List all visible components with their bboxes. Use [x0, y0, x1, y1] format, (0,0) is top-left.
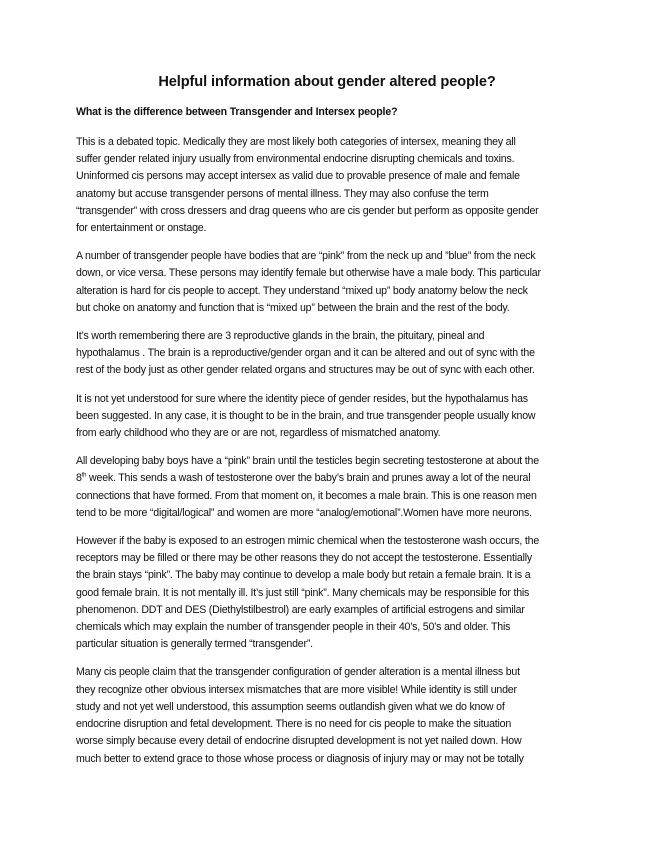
text-line: “transgender” with cross dressers and drag queens who are cis gender but perform as opposite gender	[76, 204, 539, 217]
text-line: This is a debated topic. Medically they are most likely both categories of intersex, meaning they all	[76, 136, 516, 148]
text-line: anatomy but accuse transgender persons of mental illness. They may also confuse the term	[76, 187, 489, 200]
paragraph-3	[76, 328, 578, 380]
text-line: alteration is hard for cis people to accept. They understand “mixed up” body anatomy below the neck	[76, 284, 528, 297]
text-line: good female brain. It is not mentally ill. It’s just still “pink”. Many chemicals may be responsible for this	[76, 586, 530, 599]
text-line: study and not yet well understood, this assumption seems outlandish given what we do know of	[76, 700, 505, 713]
ordinal-suffix: th	[81, 472, 87, 479]
text-line: down, or vice versa. These persons may identify female but otherwise have a male body. This particular	[76, 267, 541, 280]
section-heading: What is the difference between Transgender and Intersex people?	[76, 106, 398, 118]
document-title: Helpful information about gender altered people?	[158, 74, 496, 90]
paragraph-7	[76, 664, 578, 767]
text-line	[76, 470, 578, 487]
text-line: connections that have formed. From that moment on, it becomes a male brain. This is one reason men	[76, 489, 537, 502]
text-line: endocrine disruption and fetal development. There is no need for cis people to make the situation	[76, 718, 512, 731]
text-line-rest: week. This sends a wash of testosterone over the baby’s brain and prunes away a lot of the neural	[86, 472, 531, 485]
text-line: Many cis people claim that the transgender configuration of gender alteration is a mental illness but	[76, 666, 520, 679]
paragraph-2	[76, 248, 578, 317]
document-body	[76, 134, 578, 779]
text-line: tend to be more “digital/logical” and women are more “analog/emotional”.Women have more neurons.	[76, 506, 532, 519]
text-line: rest of the body just as other gender related organs and structures may be out of sync with each other.	[76, 364, 535, 377]
text-line: All developing baby boys have a “pink” brain until the testicles begin secreting testosterone at about the	[76, 455, 539, 468]
text-line: they recognize other obvious intersex mismatches that are more visible! While identity is still under	[76, 683, 517, 696]
text-line: hypothalamus . The brain is a reproductive/gender organ and it can be altered and out of sync with the	[76, 347, 535, 360]
paragraph-6	[76, 533, 578, 653]
text-line: but choke on anatomy and function that is “mixed up” between the brain and the rest of the body.	[76, 301, 510, 314]
paragraph-1	[76, 134, 578, 237]
text-line: from early childhood who they are or are not, regardless of mismatched anatomy.	[76, 427, 441, 440]
text-line: particular situation is generally termed “transgender”.	[76, 638, 313, 651]
paragraph-4	[76, 391, 578, 443]
text-line: chemicals which may explain the number of transgender people in their 40’s, 50’s and older. This	[76, 621, 511, 634]
text-line: been suggested. In any case, it is thought to be in the brain, and true transgender people usually know	[76, 409, 536, 422]
paragraph-5	[76, 453, 578, 522]
text-line: A number of transgender people have bodies that are “pink” from the neck up and ”blue” from the neck	[76, 250, 536, 263]
text-line: However if the baby is exposed to an estrogen mimic chemical when the testosterone wash occurs, the	[76, 535, 540, 548]
text-line: for entertainment or onstage.	[76, 222, 207, 235]
text-line: much better to extend grace to those whose process or diagnosis of injury may or may not be totally	[76, 752, 524, 765]
text-line: worse simply because every detail of endocrine disrupted development is not yet nailed down. How	[76, 735, 522, 748]
text-line: the brain stays “pink”. The baby may continue to develop a male body but retain a female brain. It is a	[76, 569, 531, 582]
text-line: phenomenon. DDT and DES (Diethylstilbestrol) are early examples of artificial estrogens and similar	[76, 603, 525, 616]
text-line: It is not yet understood for sure where the identity piece of gender resides, but the hypothalamus has	[76, 392, 528, 405]
text-line: receptors may be filled or there may be other reasons they do not accept the testosterone. Essentially	[76, 552, 532, 565]
ordinal-number: 8	[76, 472, 82, 485]
text-line: suffer gender related injury usually from environmental endocrine disrupting chemicals and toxins.	[76, 153, 515, 166]
text-line: Uninformed cis persons may accept intersex as valid due to provable presence of male and female	[76, 170, 520, 183]
text-line: It’s worth remembering there are 3 reproductive glands in the brain, the pituitary, pineal and	[76, 330, 485, 343]
